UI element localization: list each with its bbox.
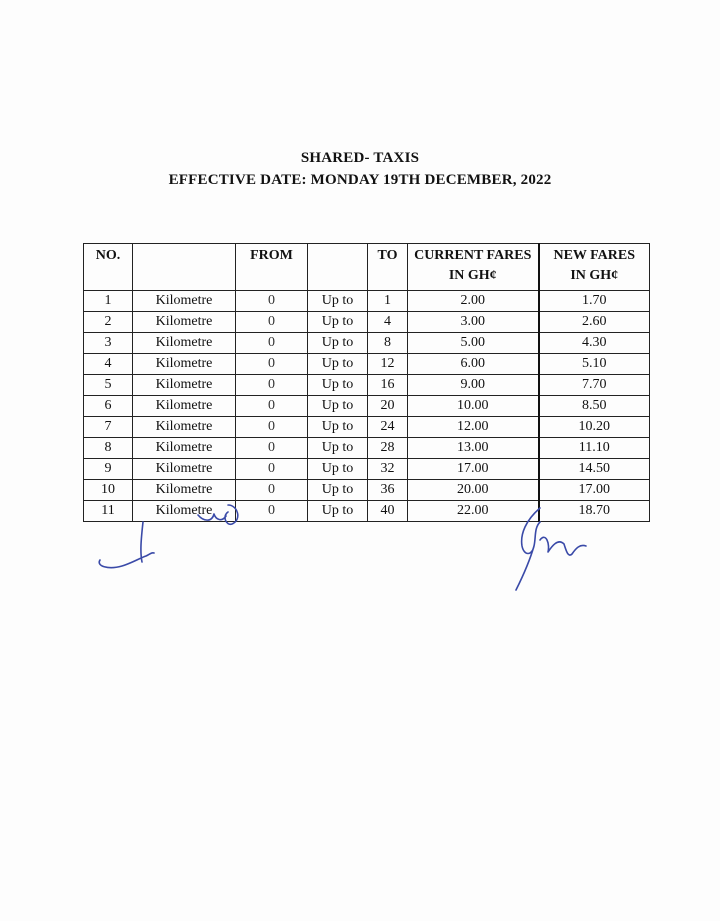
cell-to: 20	[368, 396, 408, 417]
cell-from: 0	[236, 291, 308, 312]
cell-upto: Up to	[308, 354, 368, 375]
cell-to: 1	[368, 291, 408, 312]
cell-from: 0	[236, 333, 308, 354]
cell-to: 16	[368, 375, 408, 396]
cell-unit: Kilometre	[133, 396, 236, 417]
cell-from: 0	[236, 501, 308, 522]
effective-date: EFFECTIVE DATE: MONDAY 19TH DECEMBER, 2022	[168, 172, 552, 188]
cell-from: 0	[236, 480, 308, 501]
header-current-line2: IN GH¢	[448, 268, 497, 283]
cell-no: 5	[84, 375, 133, 396]
cell-new-fare: 2.60	[539, 312, 650, 333]
cell-upto: Up to	[308, 333, 368, 354]
cell-to: 4	[368, 312, 408, 333]
cell-upto: Up to	[308, 459, 368, 480]
cell-unit: Kilometre	[133, 375, 236, 396]
cell-upto: Up to	[308, 480, 368, 501]
cell-upto: Up to	[308, 438, 368, 459]
cell-no: 10	[84, 480, 133, 501]
cell-new-fare: 14.50	[539, 459, 650, 480]
cell-unit: Kilometre	[133, 354, 236, 375]
cell-to: 36	[368, 480, 408, 501]
cell-to: 40	[368, 501, 408, 522]
cell-unit: Kilometre	[133, 459, 236, 480]
cell-current-fare: 3.00	[408, 312, 539, 333]
cell-current-fare: 20.00	[408, 480, 539, 501]
header-current-line1: CURRENT FARES	[414, 248, 532, 263]
cell-unit: Kilometre	[133, 501, 236, 522]
cell-current-fare: 13.00	[408, 438, 539, 459]
cell-no: 6	[84, 396, 133, 417]
cell-new-fare: 1.70	[539, 291, 650, 312]
document-title: SHARED- TAXIS	[300, 150, 420, 166]
cell-new-fare: 17.00	[539, 480, 650, 501]
cell-new-fare: 4.30	[539, 333, 650, 354]
header-to: TO	[368, 244, 408, 291]
cell-from: 0	[236, 438, 308, 459]
cell-no: 7	[84, 417, 133, 438]
cell-no: 3	[84, 333, 133, 354]
cell-current-fare: 9.00	[408, 375, 539, 396]
header-no: NO.	[84, 244, 133, 291]
cell-upto: Up to	[308, 396, 368, 417]
cell-upto: Up to	[308, 375, 368, 396]
cell-from: 0	[236, 459, 308, 480]
cell-unit: Kilometre	[133, 312, 236, 333]
cell-no: 4	[84, 354, 133, 375]
cell-current-fare: 2.00	[408, 291, 539, 312]
cell-unit: Kilometre	[133, 333, 236, 354]
cell-to: 12	[368, 354, 408, 375]
cell-upto: Up to	[308, 312, 368, 333]
cell-unit: Kilometre	[133, 480, 236, 501]
signature-middle-stroke	[198, 505, 238, 524]
cell-current-fare: 17.00	[408, 459, 539, 480]
header-new-line1: NEW FARES	[553, 248, 636, 263]
signature-right-stroke	[516, 508, 586, 590]
cell-upto: Up to	[308, 291, 368, 312]
cell-upto: Up to	[308, 417, 368, 438]
cell-to: 8	[368, 333, 408, 354]
cell-new-fare: 8.50	[539, 396, 650, 417]
cell-from: 0	[236, 312, 308, 333]
cell-unit: Kilometre	[133, 417, 236, 438]
cell-unit: Kilometre	[133, 438, 236, 459]
cell-unit: Kilometre	[133, 291, 236, 312]
cell-current-fare: 6.00	[408, 354, 539, 375]
cell-new-fare: 5.10	[539, 354, 650, 375]
cell-current-fare: 5.00	[408, 333, 539, 354]
cell-upto: Up to	[308, 501, 368, 522]
cell-new-fare: 11.10	[539, 438, 650, 459]
header-new-line2: IN GH¢	[570, 268, 619, 283]
cell-new-fare: 10.20	[539, 417, 650, 438]
cell-new-fare: 7.70	[539, 375, 650, 396]
cell-no: 9	[84, 459, 133, 480]
cell-no: 11	[84, 501, 133, 522]
cell-no: 1	[84, 291, 133, 312]
cell-current-fare: 22.00	[408, 501, 539, 522]
signature-left-stroke	[99, 522, 154, 568]
cell-from: 0	[236, 396, 308, 417]
header-from: FROM	[236, 244, 308, 291]
cell-from: 0	[236, 354, 308, 375]
cell-from: 0	[236, 375, 308, 396]
cell-no: 8	[84, 438, 133, 459]
cell-from: 0	[236, 417, 308, 438]
cell-current-fare: 10.00	[408, 396, 539, 417]
cell-to: 28	[368, 438, 408, 459]
cell-to: 32	[368, 459, 408, 480]
cell-no: 2	[84, 312, 133, 333]
cell-to: 24	[368, 417, 408, 438]
cell-current-fare: 12.00	[408, 417, 539, 438]
cell-new-fare: 18.70	[539, 501, 650, 522]
